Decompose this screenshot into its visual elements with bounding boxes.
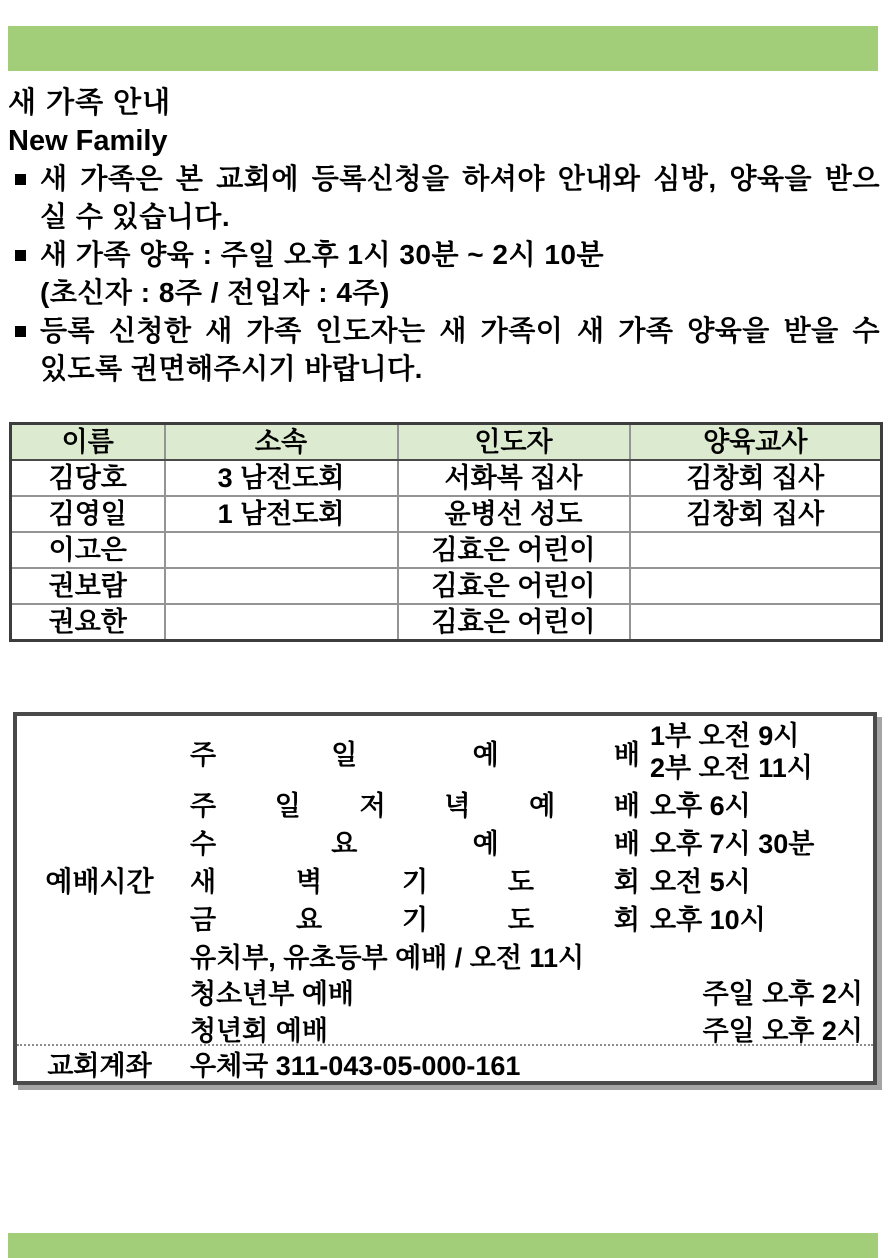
table-cell: 권보람 bbox=[11, 568, 165, 604]
bullet-square-icon bbox=[15, 326, 26, 337]
bullet-list bbox=[8, 160, 880, 388]
table-cell bbox=[630, 568, 882, 604]
service-name: 유치부, 유초등부 예배 / 오전 11시 bbox=[190, 942, 585, 973]
service-name: 수 요 예 배 bbox=[190, 828, 640, 859]
table-row bbox=[11, 604, 882, 641]
page-subtitle: New Family bbox=[8, 125, 168, 157]
title-block bbox=[8, 84, 171, 160]
church-account-value: 우체국 311-043-05-000-161 bbox=[190, 1051, 521, 1081]
service-row bbox=[190, 822, 863, 860]
church-account-row bbox=[17, 1044, 873, 1081]
table-cell: 권요한 bbox=[11, 604, 165, 641]
service-name: 주 일 예 배 bbox=[190, 739, 640, 770]
service-name: 청소년부 예배 bbox=[190, 979, 354, 1009]
table-row bbox=[11, 460, 882, 496]
table-header-row bbox=[11, 424, 882, 461]
service-time: 1부 오전 9시 bbox=[650, 721, 800, 751]
service-row bbox=[190, 974, 863, 1009]
service-name: 주 일 저 녁 예 배 bbox=[190, 790, 640, 821]
bullet-square-icon bbox=[15, 174, 26, 185]
service-time: 오후 6시 bbox=[650, 790, 751, 821]
table-cell: 3 남전도회 bbox=[165, 460, 398, 496]
worship-schedule-box bbox=[13, 712, 877, 1085]
bullet-item bbox=[8, 312, 880, 388]
table-cell bbox=[630, 604, 882, 641]
table-row bbox=[11, 532, 882, 568]
table-cell bbox=[165, 568, 398, 604]
service-time: 오후 7시 30분 bbox=[650, 828, 815, 859]
bullet-line: 있도록 권면해주시기 바랍니다. bbox=[40, 353, 423, 384]
table-cell bbox=[165, 532, 398, 568]
service-name: 청년회 예배 bbox=[190, 1015, 328, 1046]
service-row bbox=[190, 936, 863, 974]
table-header-cell: 소속 bbox=[165, 424, 398, 461]
service-row bbox=[190, 720, 863, 784]
worship-time-label: 예배시간 bbox=[45, 866, 154, 897]
service-row bbox=[190, 860, 863, 898]
table-cell: 김효은 어린이 bbox=[398, 604, 630, 641]
bullet-line: 등록 신청한 새 가족 인도자는 새 가족이 새 가족 양육을 받을 수 bbox=[40, 315, 880, 346]
table-cell: 이고은 bbox=[11, 532, 165, 568]
bullet-line: 새 가족 양육 : 주일 오후 1시 30분 ~ 2시 10분 bbox=[40, 239, 605, 270]
service-time: 오후 10시 bbox=[650, 904, 766, 935]
service-name: 새 벽 기 도 회 bbox=[190, 866, 640, 897]
table-header-cell: 이름 bbox=[11, 424, 165, 461]
table-cell bbox=[165, 604, 398, 641]
table-cell: 김창회 집사 bbox=[630, 460, 882, 496]
table-cell: 1 남전도회 bbox=[165, 496, 398, 532]
service-row bbox=[190, 898, 863, 936]
bullet-line: (초신자 : 8주 / 전입자 : 4주) bbox=[40, 277, 390, 308]
table-cell bbox=[630, 532, 882, 568]
new-family-table bbox=[9, 422, 883, 642]
service-row bbox=[190, 1009, 863, 1047]
table-row bbox=[11, 496, 882, 532]
bullet-line: 새 가족은 본 교회에 등록신청을 하셔야 안내와 심방, 양육을 받으 bbox=[40, 163, 880, 194]
table-cell: 서화복 집사 bbox=[398, 460, 630, 496]
service-row bbox=[190, 784, 863, 822]
service-time: 주일 오후 2시 bbox=[702, 1015, 863, 1046]
table-cell: 김당호 bbox=[11, 460, 165, 496]
table-cell: 김효은 어린이 bbox=[398, 532, 630, 568]
service-name: 금 요 기 도 회 bbox=[190, 904, 640, 935]
table-cell: 김영일 bbox=[11, 496, 165, 532]
table-row bbox=[11, 568, 882, 604]
service-times bbox=[640, 720, 813, 784]
table-header-cell: 양육교사 bbox=[630, 424, 882, 461]
service-time: 주일 오후 2시 bbox=[702, 979, 863, 1009]
table-cell: 김효은 어린이 bbox=[398, 568, 630, 604]
bullet-line: 실 수 있습니다. bbox=[40, 201, 231, 232]
bullet-item bbox=[8, 160, 880, 236]
service-time: 2부 오전 11시 bbox=[650, 753, 813, 783]
bullet-item bbox=[8, 236, 880, 312]
church-account-label: 교회계좌 bbox=[47, 1051, 152, 1081]
table-cell: 김창회 집사 bbox=[630, 496, 882, 532]
bullet-square-icon bbox=[15, 250, 26, 261]
page-title: 새 가족 안내 bbox=[8, 87, 172, 119]
bottom-accent-bar bbox=[8, 1233, 878, 1258]
service-time: 오전 5시 bbox=[650, 866, 751, 897]
table-header-cell: 인도자 bbox=[398, 424, 630, 461]
top-accent-bar bbox=[8, 26, 878, 71]
table-cell: 윤병선 성도 bbox=[398, 496, 630, 532]
